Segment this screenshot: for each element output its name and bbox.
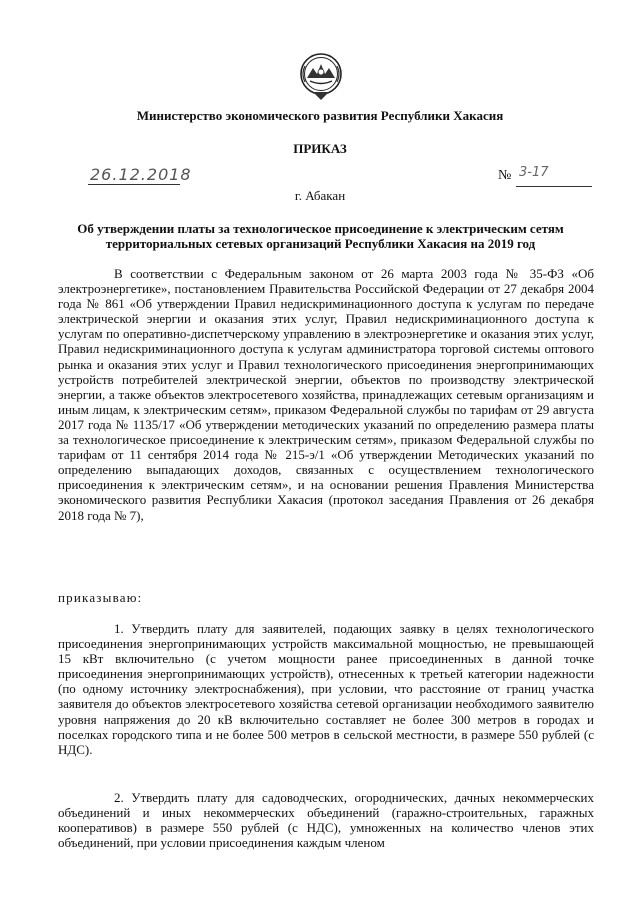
coat-of-arms-emblem [299,52,343,102]
handwritten-date: 26.12.2018 [90,165,192,184]
document-type: ПРИКАЗ [293,141,347,156]
order-item-1: 1. Утвердить плату для заявителей, подающих заявку в целях технологического присоединения энергопринимающих устройств максимальной мощностью, не превышающей 15 кВт включительно (с учетом мощности ранее присоединенных в данной точке присоединения энергопринимающих устройств), отнесенных к третьей категории надежности (по одному источнику электроснабжения), при условии, что расстояние от границ участка заявителя до объектов электросетевого хозяйства сетевой организации необходимого заявителю уровня напряжения до 20 кВ включительно составляет не более 300 метров в городах и поселках городского типа и не более 500 метров в сельской местности, в размере 550 рублей (с НДС). [58,621,594,757]
city-name: г. Абакан [294,188,346,203]
number-label: № [498,168,512,183]
ministry-name: Министерство экономического развития Республики Хакасия [136,108,504,123]
date-underline [88,184,180,185]
order-heading: Об утверждении платы за технологическое присоединение к электрическим сетям территориальных сетевых организаций Республики Хакасия на 2019 год [77,221,564,251]
order-item-2: 2. Утвердить плату для садоводческих, огороднических, дачных некоммерческих объединений и иных некоммерческих объединений (гаражно-строительных, гаражных кооперативов) в размере 550 рублей (с НДС), умноженных на количество членов этих объединений, при условии присоединения каждым членом [58,790,594,851]
handwritten-number: 3-17 [519,165,549,180]
order-word: приказываю: [58,590,143,605]
preamble-paragraph: В соответствии с Федеральным законом от 26 марта 2003 года № 35-ФЗ «Об электроэнергетике», постановлением Правительства Российской Федерации от 27 декабря 2004 года № 861 «Об утверждении Правил недискриминационного доступа к услугам по передаче электрической энергии и оказания этих услуг, Правил недискриминационного доступа к услугам по оперативно-диспетчерскому управлению в электроэнергетике и оказания этих услуг, Правил недискриминационного доступа к услугам администратора торговой системы оптового рынка и оказания этих услуг и Правил технологического присоединения энергопринимающих устройств потребителей электрической энергии, объектов по производству электрической энергии, а также объектов электросетевого хозяйства, принадлежащих сетевым организациям и иным лицам, к электрическим сетям», приказом Федеральной службы по тарифам от 29 августа 2017 года № 1135/17 «Об утверждении методических указаний по определению размера платы за технологическое присоединение к электрическим сетям», приказом Федеральной службы по тарифам от 11 сентября 2014 года № 215-э/1 «Об утверждении Методических указаний по определению выпадающих доходов, связанных с осуществлением технологического присоединения к электрическим сетям», и на основании решения Правления Министерства экономического развития Республики Хакасия (протокол заседания Правления от 26 декабря 2018 года № 7), [58,266,594,523]
number-underline [516,186,592,187]
